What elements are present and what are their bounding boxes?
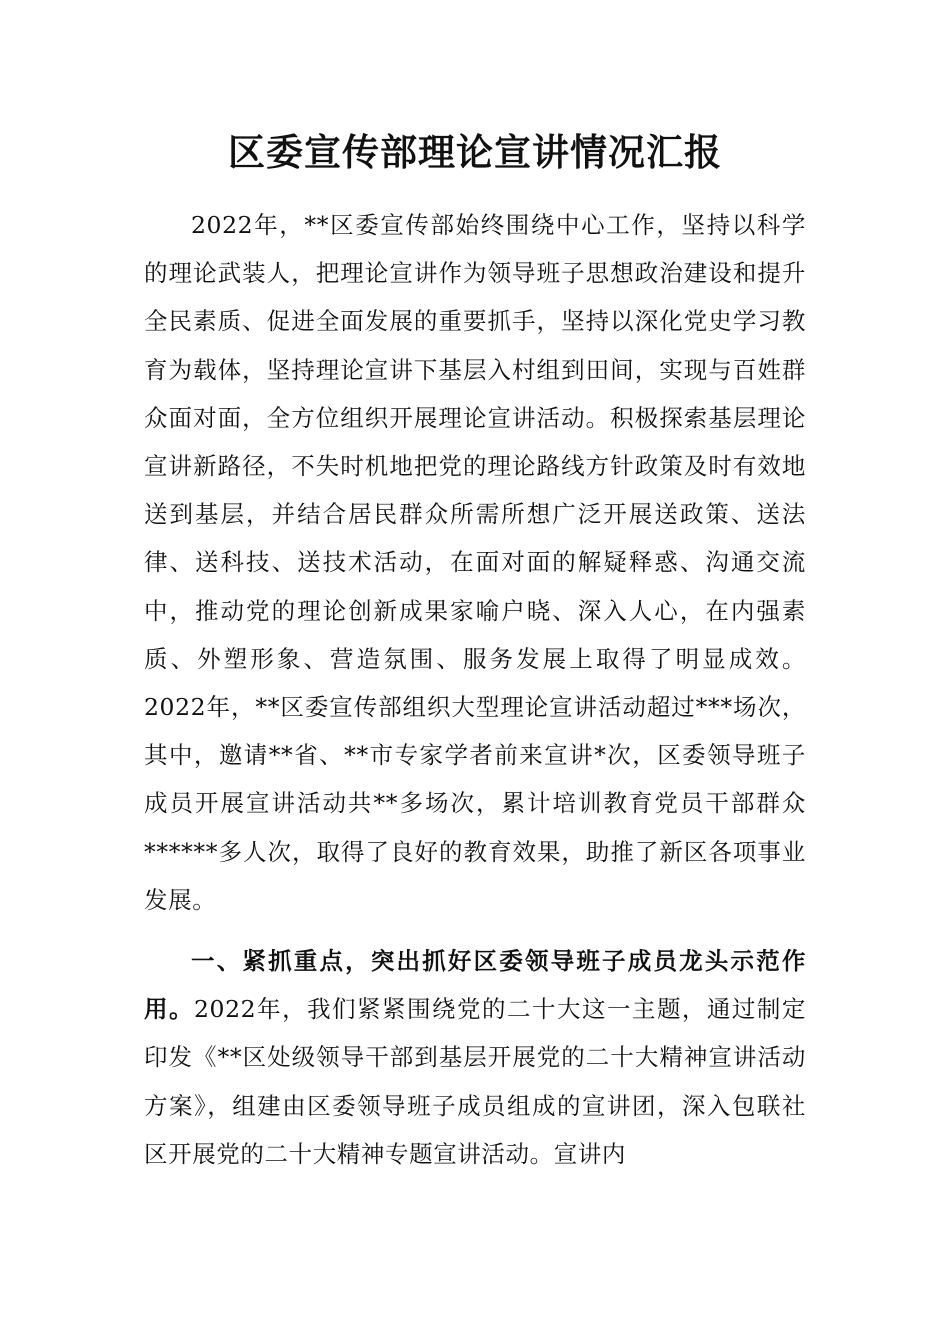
document-body — [144, 201, 806, 1178]
intro-paragraph: 2022年，**区委宣传部始终围绕中心工作，坚持以科学的理论武装人，把理论宣讲作为领导班子思想政治建设和提升全民素质、促进全面发展的重要抓手，坚持以深化党史学习教育为载体，坚持理论宣讲下基层入村组到田间，实现与百姓群众面对面，全方位组织开展理论宣讲活动。积极探索基层理论宣讲新路径，不失时机地把党的理论路线方针政策及时有效地送到基层，并结合居民群众所需所想广泛开展送政策、送法律、送科技、送技术活动，在面对面的解疑释惑、沟通交流中，推动党的理论创新成果家喻户晓、深入人心，在内强素质、外塑形象、营造氛围、服务发展上取得了明显成效。2022年，**区委宣传部组织大型理论宣讲活动超过***场次，其中，邀请**省、**市专家学者前来宣讲*次，区委领导班子成员开展宣讲活动共**多场次，累计培训教育党员干部群众******多人次，取得了良好的教育效果，助推了新区各项事业发展。 — [144, 211, 806, 914]
section-one-text: 2022年，我们紧紧围绕党的二十大这一主题，通过制定印发《**区处级领导干部到基层开展党的二十大精神宣讲活动方案》，组建由区委领导班子成员组成的宣讲团，深入包联社区开展党的二十大精神专题宣讲活动。宣讲内 — [144, 995, 806, 1168]
document-title: 区委宣传部理论宣讲情况汇报 — [228, 130, 722, 174]
section-one-paragraph — [144, 937, 806, 1178]
section-one-heading: 一、紧抓重点，突出抓好区委领导班子成员龙头示范作用。 — [144, 947, 806, 1024]
